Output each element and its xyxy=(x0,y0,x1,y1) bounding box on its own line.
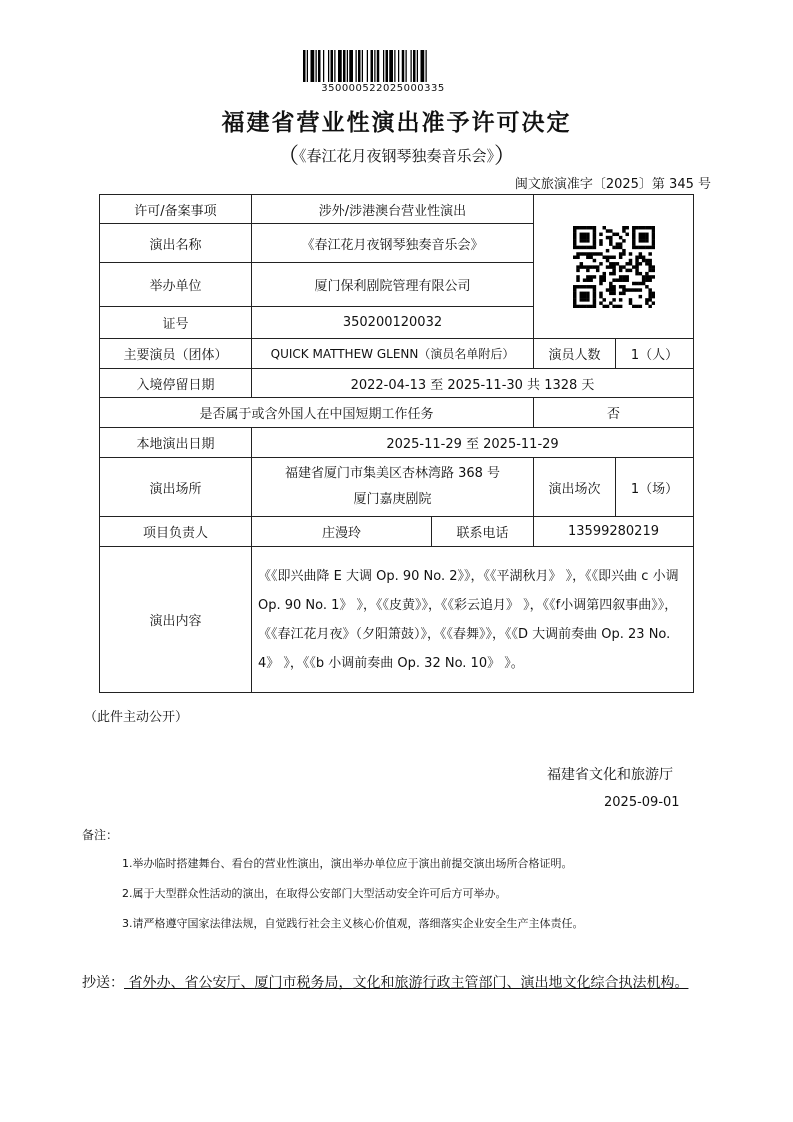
phone-label: 联系电话 xyxy=(432,517,534,547)
main-performer-label: 主要演员（团体） xyxy=(100,339,252,369)
remark-item: 2.属于大型群众性活动的演出，在取得公安部门大型活动安全许可后方可举办。 xyxy=(122,887,507,900)
venue-address: 福建省厦门市集美区杏林湾路 368 号 xyxy=(284,466,501,481)
performer-count-label: 演员人数 xyxy=(534,339,616,369)
cert-no-label: 证号 xyxy=(100,307,252,339)
phone-value: 13599280219 xyxy=(534,517,694,547)
content-value: 《《即兴曲降 E 大调 Op. 90 No. 2》》，《《平湖秋月》 》，《《即兴曲 c 小调 Op. 90 No. 1》 》，《《皮黄》》，《《彩云追月》 》，《《f小调第四叙事曲》》，《《春江花月夜》（夕阳箫鼓）》，《《春舞》》，《《D 大调前奏曲 Op. 23 No. 4》 》，《《b 小调前奏曲 Op. 32 No. 10》 》。 xyxy=(252,547,694,693)
show-name-label: 演出名称 xyxy=(100,224,252,263)
document-number: 闽文旅演准字〔2025〕第 345 号 xyxy=(514,177,711,192)
issuer: 福建省文化和旅游厅 xyxy=(547,767,673,783)
stay-dates-value: 2022-04-13 至 2025-11-30 共 1328 天 xyxy=(252,369,694,398)
subtitle-open-paren: （ xyxy=(276,144,299,169)
show-name-value: 《春江花月夜钢琴独奏音乐会》 xyxy=(252,224,534,263)
barcode-bars xyxy=(303,50,463,82)
subtitle-close-paren: ） xyxy=(494,144,517,169)
organizer-value: 厦门保利剧院管理有限公司 xyxy=(252,263,534,307)
cert-no-value: 350200120032 xyxy=(252,307,534,339)
cc-label: 抄送： xyxy=(82,975,124,991)
cc-recipients: 省外办、省公安厅、厦门市税务局，文化和旅游行政主管部门、演出地文化综合执法机构。 xyxy=(124,975,689,991)
local-dates-value: 2025-11-29 至 2025-11-29 xyxy=(252,428,694,458)
permit-table xyxy=(99,194,694,693)
remark-item: 1.举办临时搭建舞台、看台的营业性演出，演出举办单位应于演出前提交演出场所合格证明。 xyxy=(122,857,573,870)
license-type-label: 许可/备案事项 xyxy=(100,195,252,224)
local-dates-label: 本地演出日期 xyxy=(100,428,252,458)
document-title: 福建省营业性演出准予许可决定 xyxy=(221,110,572,136)
public-note: （此件主动公开） xyxy=(84,710,189,725)
subtitle-text: 《春江花月夜钢琴独奏音乐会》 xyxy=(298,147,494,165)
remark-item: 3.请严格遵守国家法律法规，自觉践行社会主义核心价值观，落细落实企业安全生产主体责任。 xyxy=(122,917,584,930)
performer-count-value: 1（人） xyxy=(616,339,694,369)
license-type-value: 涉外/涉港澳台营业性演出 xyxy=(252,195,534,224)
main-performer-value: QUICK MATTHEW GLENN（演员名单附后） xyxy=(252,339,534,369)
short-term-label: 是否属于或含外国人在中国短期工作任务 xyxy=(100,398,534,428)
manager-value: 庄漫玲 xyxy=(252,517,432,547)
venue-value xyxy=(252,458,534,517)
short-term-value: 否 xyxy=(534,398,694,428)
venue-label: 演出场所 xyxy=(100,458,252,517)
remarks-title: 备注： xyxy=(82,828,119,842)
organizer-label: 举办单位 xyxy=(100,263,252,307)
qr-code-cell xyxy=(534,195,694,339)
document-subtitle xyxy=(0,139,793,170)
session-count-value: 1（场） xyxy=(616,458,694,517)
venue-name: 厦门嘉庚剧院 xyxy=(353,492,432,507)
issue-date: 2025-09-01 xyxy=(604,795,680,810)
content-label: 演出内容 xyxy=(100,547,252,693)
stay-dates-label: 入境停留日期 xyxy=(100,369,252,398)
qr-code xyxy=(573,226,655,308)
barcode-number: 350000522025000335 xyxy=(321,83,445,94)
cc-section xyxy=(82,969,722,998)
barcode xyxy=(303,50,463,94)
session-count-label: 演出场次 xyxy=(534,458,616,517)
manager-label: 项目负责人 xyxy=(100,517,252,547)
